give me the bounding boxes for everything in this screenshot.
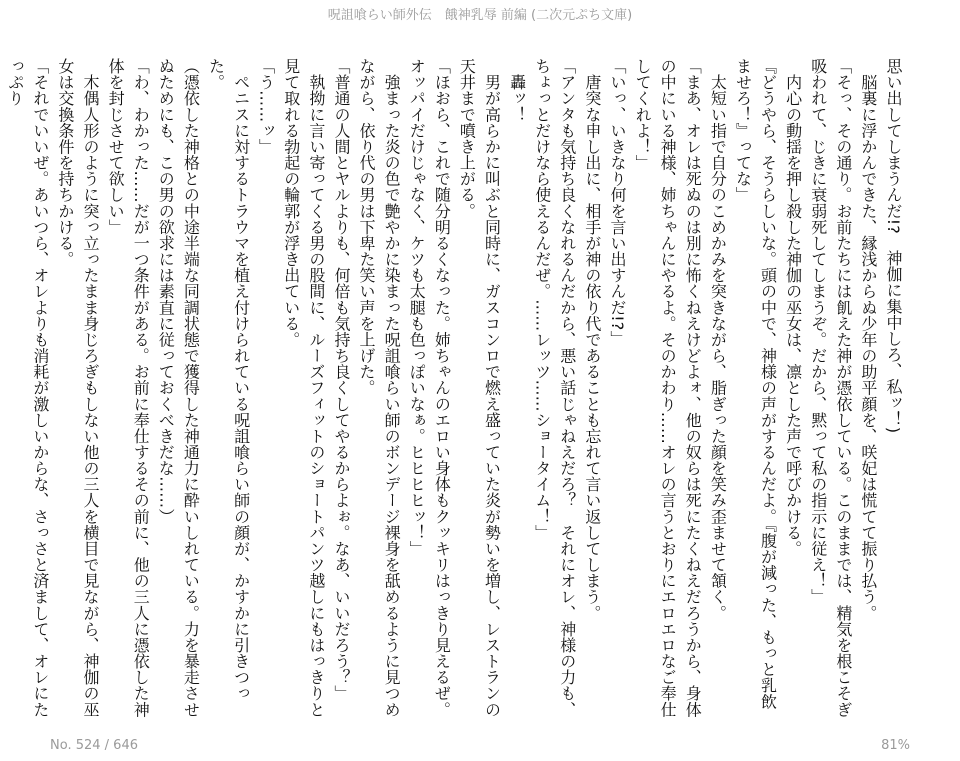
paragraph: 太短い指で自分のこめかみを突きながら、脂ぎった顔を笑み歪ませて頷く。: [708, 58, 728, 621]
paragraph: ペニスに対するトラウマを植え付けられている呪詛喰らい師の顔が、かすかに引きつった。: [206, 58, 251, 702]
paragraph: 内心の動揺を押し殺した神伽の巫女は、凛とした声で呼びかける。: [783, 58, 803, 557]
page-text: [5, 58, 906, 718]
paragraph: 唐突な申し出に、相手が神の依り代であることも忘れて言い返してしまう。: [582, 58, 602, 621]
reading-progress: 81%: [881, 738, 910, 753]
paragraph: 「わ、わかった……だが一つ条件がある。お前に奉仕するその前に、他の三人に憑依した神体を封じさせて欲しい」: [106, 58, 151, 718]
paragraph: （憑依した神格との中途半端な同調状態で獲得した神通力に酔いしれている。力を暴走させぬためにも、この男の欲求には素直に従っておくべきだな……）: [156, 58, 201, 718]
paragraph: 「アンタも気持ち良くなれるんだから、悪い話じゃねえだろ？ それにオレ、神様の力も、ちょっとだけなら使えるんだぜ。……レッツ……ショータイム！」: [532, 58, 577, 718]
paragraph: 強まった炎の色で艶やかに染まった呪詛喰らい師のボンデージ裸身を舐めるように見つめながら、依り代の男は下卑た笑い声を上げた。: [357, 58, 402, 718]
paragraph: 「そっ、その通り。お前たちには飢えた神が憑依している。このままでは、精気を根こそぎ吸われて、じきに衰弱死してしまうぞ。だから、黙って私の指示に従え！」: [808, 58, 853, 718]
paragraph: 執拗に言い寄ってくる男の股間に、ルーズフィットのショートパンツ越しにもはっきりと見て取れる勃起の輪郭が浮き出ている。: [281, 58, 326, 718]
paragraph: 「ほおら、これで随分明るくなった。姉ちゃんのエロい身体もクッキリはっきり見えるぜ。オッパイだけじゃなく、ケツも太腿も色っぽいなぁ。ヒヒヒヒッ！」: [407, 58, 452, 718]
paragraph: 「それでいいぜ。あいつら、オレよりも消耗が激しいからな、さっさと済まして、オレにたっぷり: [5, 58, 50, 718]
book-title: 呪詛喰らい師外伝 餓神乳辱 前編 (二次元ぷち文庫): [327, 8, 633, 23]
paragraph: 「まあ、オレは死ぬのは別に怖くねえけどよォ、他の奴らは死にたくねえだろうから、身体の中にいる神様、姉ちゃんにやるよ。そのかわり……オレの言うとおりにエロエロなご奉仕してくれよ！」: [633, 58, 703, 718]
paragraph: 脳裏に浮かんできた、縁浅からぬ少年の助平顔を、咲妃は慌てて振り払う。: [858, 58, 878, 621]
paragraph: 『どうやら、そうらしいな。頭の中で、神様の声がするんだよ。『腹が減った、もっと乳飲ませろ！』ってな」: [733, 58, 778, 710]
location-indicator: No. 524 / 646: [50, 738, 138, 753]
paragraph: 「う……ッ」: [256, 58, 276, 155]
paragraph: 男が高らかに叫ぶと同時に、ガスコンロで燃え盛っていた炎が勢いを増し、レストランの天井まで噴き上がる。: [457, 58, 502, 718]
paragraph: 轟ッ！: [507, 58, 527, 123]
paragraph: 「普通の人間とヤルよりも、何倍も気持ち良くしてやるからよぉ。なあ、いいだろう？」: [331, 58, 351, 702]
paragraph: 木偶人形のように突っ立ったまま身じろぎもしない他の三人を横目で見ながら、神伽の巫女は交換条件を持ちかける。: [55, 58, 100, 718]
paragraph: 「いっ、いきなり何を言い出すんだ!?」: [607, 58, 627, 347]
paragraph: 思い出してしまうんだ!? 神伽に集中しろ、私ッ！): [884, 58, 903, 434]
